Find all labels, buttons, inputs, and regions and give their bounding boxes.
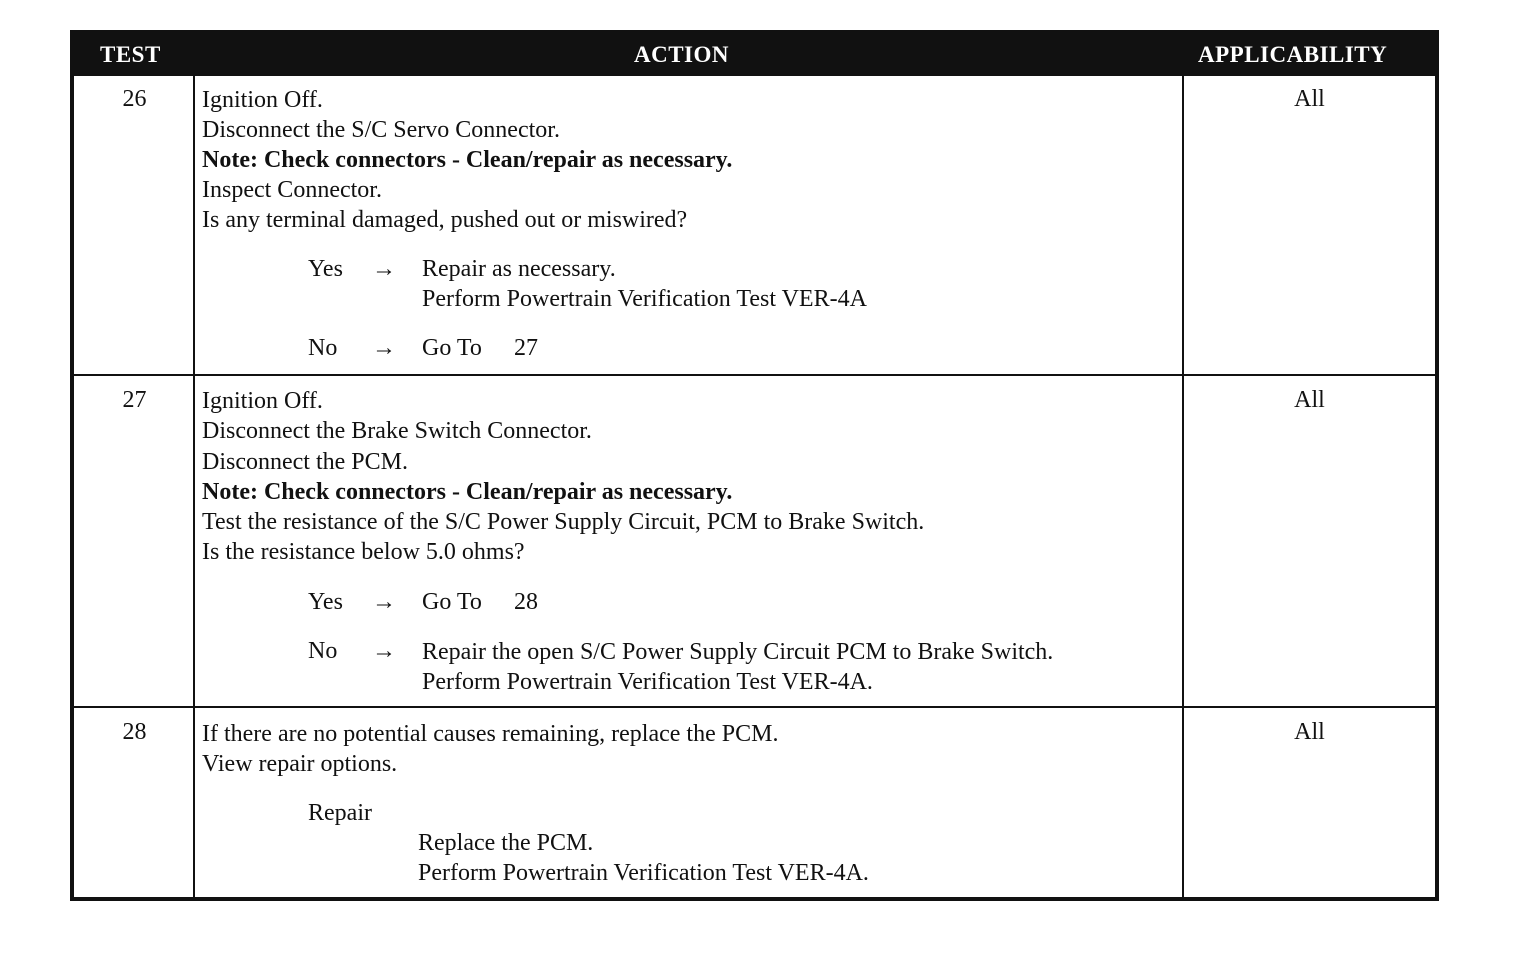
arrow-icon: → — [372, 589, 396, 615]
applicability: All — [1294, 719, 1325, 745]
diagnostic-test-table — [70, 30, 1439, 901]
action-line: Inspect Connector. — [202, 177, 382, 203]
header-test: TEST — [100, 42, 161, 67]
action-line: Disconnect the S/C Servo Connector. — [202, 117, 560, 143]
header-action: ACTION — [634, 42, 730, 67]
applicability: All — [1294, 86, 1325, 112]
repair-step: Replace the PCM. — [418, 830, 594, 856]
repair-label: Repair — [308, 800, 372, 826]
action-line: Ignition Off. — [202, 87, 323, 113]
action-line: Ignition Off. — [202, 388, 323, 414]
test-number: 26 — [122, 86, 147, 112]
action-question: Is the resistance below 5.0 ohms? — [202, 539, 525, 565]
no-result: Repair the open S/C Power Supply Circuit PCM to Brake Switch. — [422, 639, 1054, 665]
yes-label: Yes — [308, 256, 343, 282]
action-line: If there are no potential causes remaining, replace the PCM. — [202, 721, 779, 747]
no-result: Perform Powertrain Verification Test VER-4A. — [422, 669, 873, 695]
action-note: Note: Check connectors - Clean/repair as necessary. — [202, 479, 733, 505]
action-line: View repair options. — [202, 751, 398, 777]
column-divider — [1182, 76, 1184, 901]
goto-link[interactable]: 27 — [514, 335, 538, 361]
arrow-icon: → — [372, 638, 396, 664]
goto-label: Go To — [422, 589, 482, 615]
applicability: All — [1294, 387, 1325, 413]
arrow-icon: → — [372, 335, 396, 361]
goto-label: Go To — [422, 335, 482, 361]
yes-result: Perform Powertrain Verification Test VER-4A — [422, 286, 867, 312]
no-label: No — [308, 335, 338, 361]
column-divider — [193, 76, 195, 901]
arrow-icon: → — [372, 256, 396, 282]
no-label: No — [308, 638, 338, 664]
table-header — [74, 34, 1435, 76]
action-note: Note: Check connectors - Clean/repair as necessary. — [202, 147, 733, 173]
yes-label: Yes — [308, 589, 343, 615]
action-question: Is any terminal damaged, pushed out or miswired? — [202, 207, 688, 233]
goto-link[interactable]: 28 — [514, 589, 538, 615]
action-line: Test the resistance of the S/C Power Supply Circuit, PCM to Brake Switch. — [202, 509, 925, 535]
repair-step: Perform Powertrain Verification Test VER-4A. — [418, 860, 869, 886]
header-applicability: APPLICABILITY — [1198, 42, 1388, 67]
action-line: Disconnect the PCM. — [202, 449, 408, 475]
test-number: 27 — [122, 387, 147, 413]
action-line: Disconnect the Brake Switch Connector. — [202, 418, 592, 444]
test-number: 28 — [122, 719, 147, 745]
yes-result: Repair as necessary. — [422, 256, 616, 282]
row-divider — [74, 706, 1435, 708]
row-divider — [74, 374, 1435, 376]
